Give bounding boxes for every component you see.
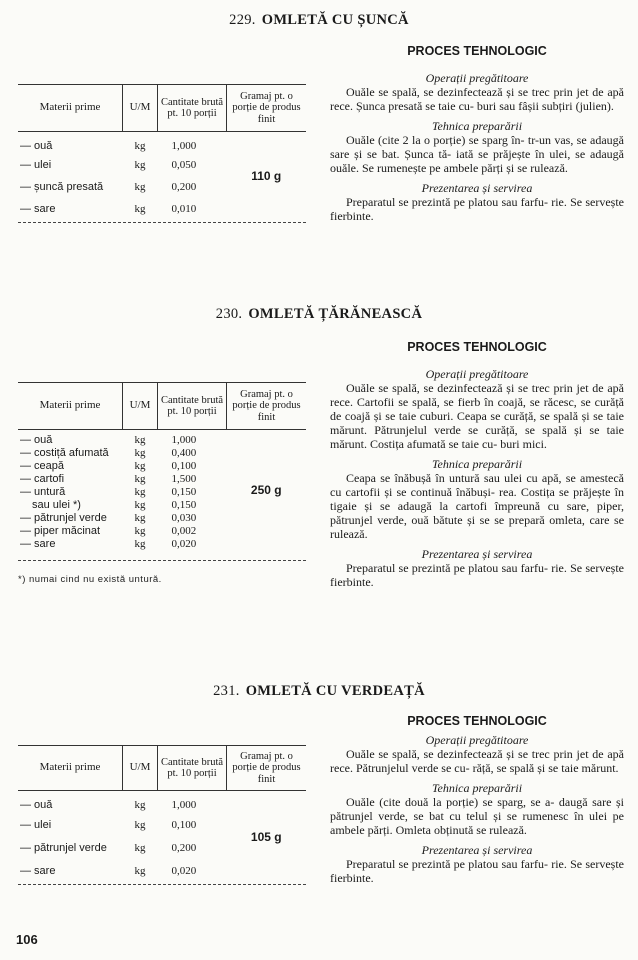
ingredients-table — [18, 382, 306, 550]
tech-text: Ouăle (cite două la porție) se sparg, se a- daugă sare și pătrunjel verde, se bat cu telul și se rumenesc în ulei pe ambele părți. Omleta obținută se rulează. — [330, 794, 624, 837]
ingredient-qty: 0,020 — [171, 537, 197, 550]
ingredient-um: kg — [134, 485, 146, 498]
ingredient-qty: 0,002 — [171, 524, 197, 537]
recipe-title — [0, 12, 638, 29]
gramaj-value: 105 g — [250, 829, 282, 844]
ingredients-table — [18, 745, 306, 883]
ingredient-um: kg — [134, 158, 146, 171]
ingredient-um: kg — [134, 842, 146, 854]
header-cantitate: Cantitate brută pt. 10 porții — [158, 746, 227, 791]
process-section — [330, 714, 624, 891]
serv-text: Preparatul se prezintă pe platou sau farfu- rie. Se servește fierbinte. — [330, 194, 624, 223]
ingredient-um: kg — [134, 459, 146, 472]
ingredient-qty: 0,030 — [171, 511, 197, 524]
ingredient-qty: 0,400 — [171, 446, 197, 459]
ingredient-um: kg — [134, 498, 146, 511]
ingredient-name: — ulei — [20, 158, 52, 171]
ingredient-qty: 0,100 — [171, 819, 197, 831]
op-text: Ouăle se spală, se dezinfectează și se trec prin jet de apă rece. Șunca presată se taie cu- buri sau fâșii subțiri (julien). — [330, 84, 624, 113]
ingredient-um: kg — [134, 511, 146, 524]
ingredient-name: — ouă — [20, 434, 53, 446]
serv-title: Prezentarea și servirea — [421, 547, 533, 561]
ingredient-qty: 0,100 — [171, 459, 197, 472]
recipe-number: 229. — [229, 12, 256, 28]
ingredient-qty: 0,020 — [171, 865, 197, 877]
ingredient-name: — ouă — [20, 799, 53, 812]
serv-text: Preparatul se prezintă pe platou sau farfu- rie. Se servește fierbinte. — [330, 856, 624, 885]
ingredient-name: — ceapă — [20, 459, 65, 472]
header-gramaj: Gramaj pt. o porție de produs finit — [232, 91, 301, 125]
serv-text: Preparatul se prezintă pe platou sau farfu- rie. Se servește fierbinte. — [330, 561, 624, 590]
ingredient-um: kg — [134, 180, 146, 193]
ingredient-um: kg — [134, 202, 146, 215]
ingredient-qty: 1,500 — [171, 472, 197, 485]
table-header-row — [18, 383, 306, 430]
table-end-line — [18, 884, 306, 885]
tech-text: Ouăle (cite 2 la o porție) se sparg în- tr-un vas, se adaugă sare și se bat. Șunca tă- iată se prăjește în ulei, se adaugă ouăle. Se rumenește pe ambele părți și se rulează. — [330, 132, 624, 175]
op-title: Operații pregătitoare — [425, 70, 529, 85]
header-cantitate: Cantitate brută pt. 10 porții — [158, 85, 227, 132]
tech-title: Tehnica preparării — [431, 118, 523, 133]
ingredient-qty: 1,000 — [171, 799, 197, 812]
ingredient-um: kg — [134, 799, 146, 812]
recipe-title — [0, 306, 638, 323]
recipe-name: OMLETĂ ȚĂRĂNEASCĂ — [248, 306, 423, 322]
ingredient-um: kg — [134, 446, 146, 459]
header-materii: Materii prime — [18, 85, 123, 132]
ingredient-um: kg — [134, 434, 146, 446]
tech-title: Tehnica preparării — [431, 780, 523, 795]
op-text: Ouăle se spală, se dezinfectează și se trec prin jet de apă rece. Cartofii se spală, se fierb în coajă, se răcesc, se curăță de coajă și se taie cuburi. Ceapa se curăță, se spală și se taie mărunt. Pătrunjelul verde se curăță, se spală și se taie mărunt. Costița afumată se taie cu- buri mici. — [330, 380, 624, 451]
ingredient-name: — ulei — [20, 819, 52, 831]
header-um: U/M — [123, 85, 158, 132]
op-text: Ouăle se spală, se dezinfectează și se trec prin jet de apă rece. Pătrunjelul verde se cu- răță, se spală și se taie mărunt. — [330, 746, 624, 775]
header-materii: Materii prime — [18, 383, 123, 430]
ingredient-um: kg — [134, 139, 146, 152]
header-cantitate: Cantitate brută pt. 10 porții — [158, 383, 227, 430]
header-materii: Materii prime — [18, 746, 123, 791]
ingredient-qty: 1,000 — [171, 434, 197, 446]
ingredient-name: — pătrunjel verde — [20, 511, 107, 524]
ingredient-um: kg — [134, 524, 146, 537]
ingredient-qty: 0,200 — [171, 842, 197, 854]
ingredient-name: — ouă — [20, 139, 53, 152]
ingredient-name: — untură — [20, 485, 66, 498]
ingredient-um: kg — [134, 819, 146, 831]
ingredient-name: — sare — [20, 537, 56, 550]
gramaj-value: 250 g — [250, 483, 282, 497]
header-gramaj: Gramaj pt. o porție de produs finit — [232, 751, 301, 785]
serv-title: Prezentarea și servirea — [421, 180, 533, 195]
ingredient-name: — piper măcinat — [20, 524, 101, 537]
ingredient-um: kg — [134, 537, 146, 550]
ingredient-um: kg — [134, 472, 146, 485]
table-header-row — [18, 85, 306, 132]
header-um: U/M — [123, 383, 158, 430]
table-end-line — [18, 222, 306, 223]
ingredient-name: — șuncă presată — [20, 180, 104, 193]
process-section — [330, 340, 624, 595]
ingredient-qty: 0,150 — [171, 485, 197, 498]
process-title: PROCES TEHNOLOGIC — [407, 340, 547, 354]
recipe-name: OMLETĂ CU VERDEAȚĂ — [245, 683, 425, 699]
op-title: Operații pregătitoare — [425, 366, 529, 381]
recipe-number: 230. — [215, 306, 243, 322]
ingredient-qty: 0,150 — [171, 498, 197, 511]
recipe-name: OMLETĂ CU ȘUNCĂ — [261, 12, 409, 28]
process-section — [330, 44, 624, 229]
header-um: U/M — [123, 746, 158, 791]
tech-text: Ceapa se înăbușă în untură sau ulei cu apă, se amestecă cu cartofii și se continuă înăbuși- rea. Costița se prăjește în tigaie și se adaugă la cartofi împreună cu sare, piper, pătrunjel verde, ouă bătute și se se prepară omleta, care se rulează. — [330, 470, 624, 541]
ingredient-name: — pătrunjel verde — [20, 842, 107, 854]
op-title: Operații pregătitoare — [425, 732, 529, 747]
header-gramaj: Gramaj pt. o porție de produs finit — [232, 389, 301, 423]
gramaj-value: 110 g — [251, 168, 282, 183]
ingredient-um: kg — [134, 865, 146, 877]
ingredient-name: — costiță afumată — [20, 446, 109, 459]
page-number: 106 — [16, 932, 38, 947]
process-title: PROCES TEHNOLOGIC — [407, 44, 547, 58]
ingredient-name: — cartofi — [20, 472, 65, 485]
ingredient-qty: 0,200 — [171, 180, 197, 193]
ingredient-name: — sare — [20, 202, 56, 215]
tech-title: Tehnica preparării — [431, 456, 523, 471]
table-end-line — [18, 560, 306, 561]
ingredient-qty: 0,050 — [171, 158, 197, 171]
serv-title: Prezentarea și servirea — [421, 842, 533, 857]
footnote: *) numai cind nu există untură. — [18, 574, 162, 585]
table-header-row — [18, 746, 306, 791]
ingredient-qty: 1,000 — [171, 139, 197, 152]
ingredient-qty: 0,010 — [171, 202, 197, 215]
ingredients-table — [18, 84, 306, 220]
ingredient-name: sau ulei *) — [32, 498, 81, 511]
recipe-title — [0, 683, 638, 700]
recipe-number: 231. — [213, 683, 240, 699]
ingredient-name: — sare — [20, 865, 56, 877]
process-title: PROCES TEHNOLOGIC — [407, 714, 547, 728]
